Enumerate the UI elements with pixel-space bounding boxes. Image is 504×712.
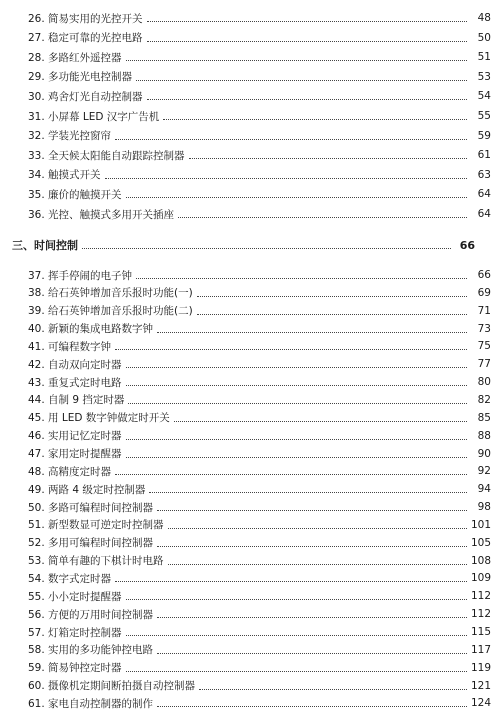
entry-title [28,482,145,497]
entry-text: 多功能光电控制器 [48,71,133,84]
page-number: 101 [471,518,492,531]
dot-leader [126,438,467,440]
toc-entry [0,185,504,203]
toc-entry [0,534,504,552]
entry-text: 家用定时提醒器 [48,448,122,460]
entry-number: 30. [28,90,45,103]
dot-leader [115,580,467,582]
page-number: 48 [477,12,491,24]
dot-leader [147,98,467,100]
entry-text: 给石英钟增加音乐报时功能(一) [48,287,193,300]
dot-leader [157,331,467,333]
toc-entry [0,391,504,409]
entry-text: 触摸式开关 [48,169,101,182]
dot-leader [199,688,467,690]
entry-number: 55. [28,590,45,603]
entry-text: 多路可编程时间控制器 [48,501,154,514]
page-number: 115 [471,626,492,638]
dot-leader [189,157,467,159]
entry-number: 40. [28,323,45,336]
page-number: 82 [477,393,491,406]
entry-text: 数字式定时器 [48,572,112,585]
toc-entry [0,409,504,427]
entry-number: 36. [28,208,45,221]
dot-leader [157,705,467,707]
toc-entry [0,9,504,27]
entry-number: 56. [28,608,45,621]
entry-number: 31. [28,110,45,123]
entry-number: 38. [28,287,45,300]
dot-leader [168,563,467,565]
page-number: 112 [471,590,492,603]
toc-entry [0,641,504,659]
entry-text: 用 LED 数字钟做定时开关 [48,412,170,425]
dot-leader [157,545,467,547]
entry-title [28,660,122,675]
entry-title [28,285,193,300]
entry-text: 实用记忆定时器 [48,430,122,443]
dot-leader [126,598,467,600]
page-number: 51 [477,51,491,64]
page-number: 71 [477,304,491,317]
dot-leader [178,216,467,218]
dot-leader [174,420,467,422]
entry-title [28,167,101,182]
dot-leader [157,509,467,511]
page-number: 109 [471,572,492,585]
entry-text: 自动双向定时器 [48,358,122,371]
entry-number: 32. [28,130,45,143]
entry-number: 47. [28,448,45,460]
page-number: 59 [477,129,491,142]
page-number: 92 [477,465,491,478]
page-number: 88 [477,429,491,442]
dot-leader [197,313,467,315]
toc-entry [0,166,504,184]
entry-number: 35. [28,188,45,201]
entry-text: 多路红外遥控器 [48,51,122,64]
entry-number: 49. [28,483,45,496]
dot-leader [126,384,467,386]
entry-text: 廉价的触摸开关 [48,188,122,201]
entry-title [28,535,153,550]
entry-title [28,30,143,45]
toc-entry [0,205,504,223]
entry-title [28,11,143,26]
dot-leader [128,402,467,404]
toc-entry [0,266,504,284]
entry-title [28,553,164,568]
page-number: 119 [471,661,492,674]
entry-number: 29. [28,71,45,84]
entry-title [28,392,124,407]
entry-number: 27. [28,32,45,45]
dot-leader [126,196,467,198]
entry-title [28,500,153,515]
entry-text: 给石英钟增加音乐报时功能(二) [48,305,193,318]
entry-number: 28. [28,51,45,64]
dot-leader [157,616,467,618]
entry-number: 50. [28,501,45,514]
toc-entry [0,552,504,570]
entry-text: 挥手停闹的电子钟 [48,269,133,282]
dot-leader [157,652,467,654]
entry-number: 39. [28,305,45,318]
entry-text: 简易实用的光控开关 [48,12,143,25]
dot-leader [149,491,467,493]
toc-entry [0,694,504,712]
toc-entry [0,462,504,480]
toc-entry [0,659,504,677]
entry-title [28,89,143,104]
dot-leader [126,456,467,458]
entry-text: 新型数显可逆定时控制器 [48,519,164,532]
dot-leader [136,277,467,279]
toc-entry [0,498,504,516]
page-number: 73 [477,322,491,335]
page-number: 50 [477,31,491,44]
entry-title [28,410,170,425]
entry-number: 59. [28,662,45,675]
dot-leader [126,366,467,368]
toc-entry [0,569,504,587]
entry-title [28,207,174,222]
entry-number: 33. [28,149,45,162]
entry-text: 学装光控窗帘 [48,130,112,143]
toc-entry [0,68,504,86]
entry-text: 高精度定时器 [48,465,112,478]
entry-title [28,464,111,479]
entry-text: 自制 9 挡定时器 [48,394,125,407]
entry-number: 37. [28,269,45,282]
page-number: 117 [471,643,492,656]
entry-title [28,696,153,711]
entry-title [28,109,159,124]
entry-title [28,69,132,84]
toc-entry [0,146,504,164]
entry-title [28,268,132,283]
entry-text: 小屏幕 LED 汉字广告机 [48,110,160,123]
toc-entry [0,284,504,302]
dot-leader [136,79,467,81]
entry-text: 小小定时提醒器 [48,590,122,603]
toc-entry [0,445,504,463]
page-number: 108 [471,554,492,567]
entry-number: 57. [28,626,45,639]
entry-title [28,428,122,443]
toc-entry [0,48,504,66]
entry-text: 简易钟控定时器 [48,662,122,675]
entry-number: 45. [28,412,45,425]
toc-entry [0,605,504,623]
dot-leader [105,177,467,179]
page-number: 66 [459,238,475,252]
entry-text: 全天候太阳能自动跟踪控制器 [48,149,185,162]
page-number: 112 [471,608,492,621]
page-number: 85 [477,411,491,424]
toc-entry [0,87,504,105]
toc-entry [0,623,504,641]
toc-entry [0,373,504,391]
entry-text: 稳定可靠的光控电路 [48,32,143,45]
entry-number: 53. [28,555,45,568]
page-number: 80 [477,376,491,389]
toc-entry [0,355,504,373]
entry-text: 重复式定时电路 [48,376,122,389]
entry-text: 两路 4 级定时控制器 [48,483,146,496]
entry-title [28,357,122,372]
entry-number: 43. [28,376,45,389]
entry-title [28,607,153,622]
page-number: 98 [477,501,491,514]
entry-number: 46. [28,430,45,443]
entry-number: 58. [28,644,45,657]
entry-number: 26. [28,12,45,25]
page-number: 90 [477,447,491,460]
toc-entry [0,127,504,145]
toc-entry [0,587,504,605]
entry-number: 61. [28,697,45,710]
page-number: 121 [471,679,492,692]
toc-entry [0,29,504,47]
entry-text: 可编程数字钟 [48,340,112,353]
entry-title [28,625,122,640]
entry-title [28,148,185,163]
toc-entry [0,516,504,534]
dot-leader [115,473,467,475]
toc-entry [0,480,504,498]
entry-number: 60. [28,680,45,693]
page-number: 64 [477,188,491,201]
section-title: 三、时间控制 [12,239,78,252]
page-number: 124 [471,697,492,710]
entry-number: 48. [28,465,45,478]
entry-title [28,642,153,657]
page-number: 77 [477,358,491,371]
toc-entry [0,320,504,338]
page-number: 55 [477,110,491,122]
toc-entry [0,427,504,445]
entry-text: 鸡舍灯光自动控制器 [48,90,143,103]
section-heading [0,236,488,254]
page-number: 94 [477,483,491,496]
entry-title [28,678,195,693]
dot-leader [115,138,467,140]
entry-number: 44. [28,394,45,407]
page-number: 64 [477,208,491,220]
entry-title [28,321,153,336]
entry-text: 摄像机定期间断拍摄自动控制器 [48,680,196,693]
toc-entry [0,337,504,355]
page-number: 69 [477,286,491,299]
page-number: 53 [477,70,491,83]
page-number: 75 [477,340,491,353]
page-number: 63 [477,168,491,181]
entry-title [28,303,193,318]
page-number: 54 [477,90,491,103]
dot-leader [126,670,467,672]
toc-entry [0,107,504,125]
entry-text: 灯箱定时控制器 [48,626,122,639]
entry-title [28,339,111,354]
entry-title [28,50,122,65]
entry-title [28,128,111,143]
entry-text: 方便的万用时间控制器 [48,608,154,621]
dot-leader [82,247,451,249]
entry-title [28,571,111,586]
dot-leader [126,634,467,636]
toc-entry [0,677,504,695]
entry-title [28,375,122,390]
entry-text: 家电自动控制器的制作 [48,697,154,710]
dot-leader [147,20,467,22]
entry-number: 34. [28,169,45,182]
entry-title [28,187,122,202]
dot-leader [115,348,467,350]
entry-title [28,589,122,604]
entry-number: 42. [28,358,45,371]
dot-leader [126,59,467,61]
page-number: 105 [471,536,492,549]
entry-text: 新颖的集成电路数字钟 [48,323,154,336]
entry-number: 52. [28,537,45,550]
page-number: 61 [477,149,491,162]
dot-leader [168,527,467,529]
dot-leader [197,295,467,297]
entry-number: 54. [28,572,45,585]
entry-number: 41. [28,340,45,353]
entry-title [28,446,122,461]
entry-text: 光控、触摸式多用开关插座 [48,208,175,221]
dot-leader [163,118,467,120]
entry-text: 实用的多功能钟控电路 [48,644,154,657]
entry-title [28,517,164,532]
toc-entry [0,302,504,320]
dot-leader [147,40,467,42]
entry-number: 51. [28,519,45,532]
page-number: 66 [477,269,491,281]
entry-text: 简单有趣的下棋计时电路 [48,555,164,568]
entry-text: 多用可编程时间控制器 [48,537,154,550]
